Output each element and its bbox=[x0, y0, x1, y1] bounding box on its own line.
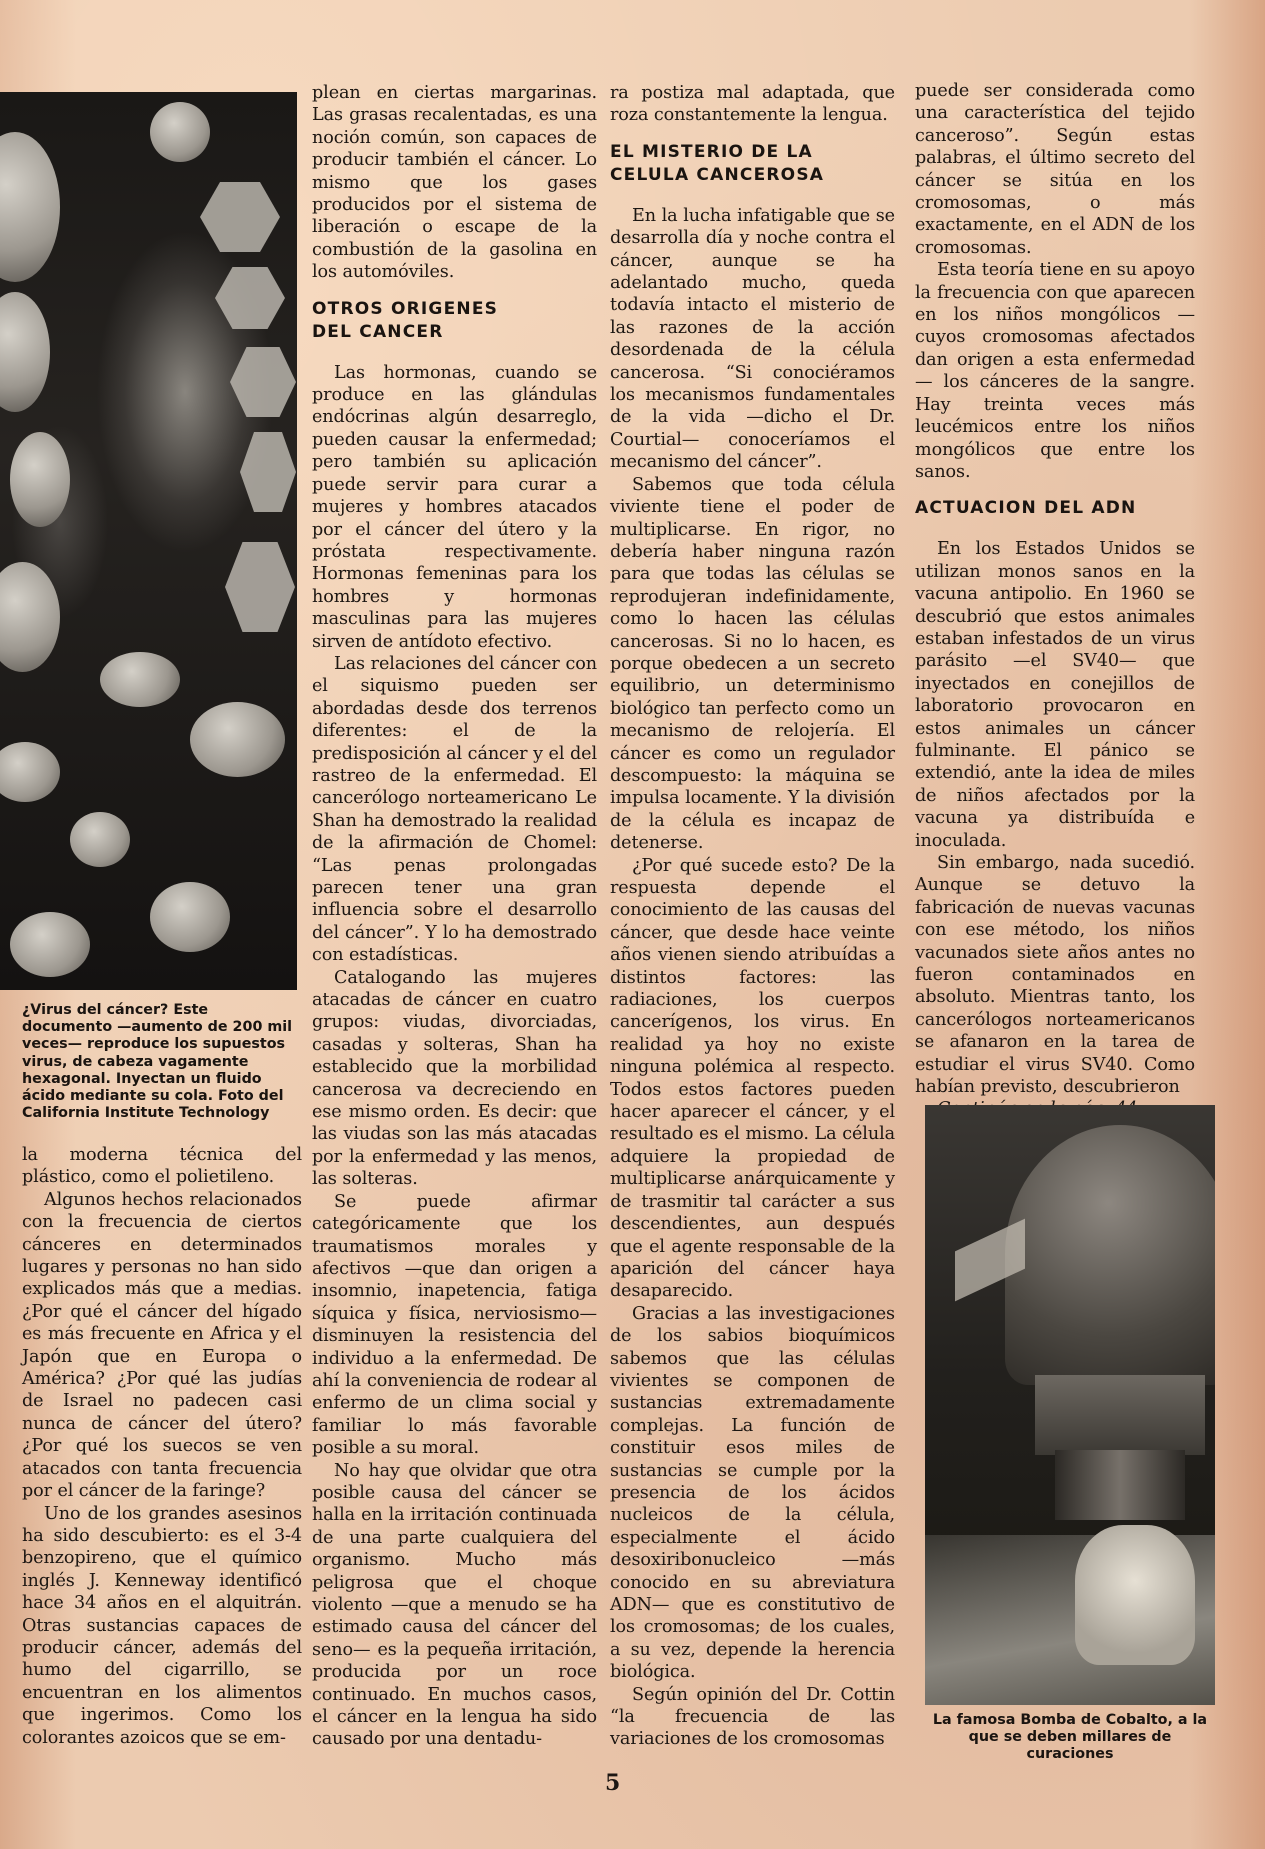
paragraph: puede ser considerada como una característica del tejido canceroso”. Según estas palabras, el último secreto del cáncer se sitúa en los cromosomas, o más exactamente, en el ADN de los cromosomas. bbox=[915, 81, 1195, 258]
page-number: 5 bbox=[605, 1770, 621, 1796]
section-heading: EL MISTERIO DE LA CELULA CANCEROSA bbox=[610, 141, 825, 185]
column-3 bbox=[610, 82, 895, 1751]
paragraph: Se puede afirmar categóricamente que los traumatismos morales y afectivos —que dan origen a insomnio, inapetencia, fatiga síquica y física, nerviosismo— disminuyen la resistencia del individuo a la enfermedad. De ahí la conveniencia de rodear al enfermo de un clima social y familiar lo más favorable posible a su moral. bbox=[312, 1191, 597, 1459]
paragraph: Gracias a las investigaciones de los sabios bioquímicos sabemos que las células vivientes se componen de sustancias extremadamente complejas. La función de constituir esos miles de sustancias se cumple por la presencia de los ácidos nucleicos de la célula, especialmente el ácido desoxiribonucleico —más conocido en su abreviatura ADN— que es constitutivo de los cromosomas; de los cuales, a su vez, depende la herencia biológica. bbox=[610, 1303, 895, 1683]
paragraph: Las hormonas, cuando se produce en las glándulas endócrinas algún desarreglo, pueden causar la enfermedad; pero también su aplicación puede servir para curar a mujeres y hombres atacados por el cáncer del útero y la próstata respectivamente. Hormonas femeninas para los hombres y hormonas masculinas para las mujeres sirven de antídoto efectivo. bbox=[312, 362, 597, 652]
section-heading: OTROS ORIGENES DEL CANCER bbox=[312, 298, 499, 342]
paragraph: En la lucha infatigable que se desarrolla día y noche contra el cáncer, aunque se ha adelantado mucho, queda todavía intacto el misterio de las razones de la acción desordenada de la célula cancerosa. “Si conociéramos los mecanismos fundamentales de la vida —dicho el Dr. Courtial— conoceríamos el mecanismo del cáncer”. bbox=[610, 205, 895, 473]
paragraph: Las relaciones del cáncer con el siquismo pueden ser abordadas desde dos terrenos diferentes: el de la predisposición al cáncer y el del rastreo de la enfermedad. El cancerólogo norteamericano Le Shan ha demostrado la realidad de la afirmación de Chomel: “Las penas prolongadas parecen tener una gran influencia sobre el desarrollo del cáncer”. Y lo ha demostrado con estadísticas. bbox=[312, 653, 597, 966]
virus-caption: ¿Virus del cáncer? Este documento —aumento de 200 mil veces— reproduce los supuestos virus, de cabeza vagamente hexagonal. Inyectan un fluido ácido mediante su cola. Foto del California Institute Technology bbox=[22, 1002, 293, 1122]
paragraph: No hay que olvidar que otra posible causa del cáncer se halla en la irritación continuada de una parte cualquiera del organismo. Mucho más peligrosa que el choque violento —que a menudo se ha estimado causa del cáncer del seno— es la pequeña irritación, producida por un roce continuado. En muchos casos, el cáncer en la lengua ha sido causado por una dentadu- bbox=[312, 1460, 597, 1750]
paragraph: Uno de los grandes asesinos ha sido descubierto: es el 3-4 benzopireno, que el químico inglés J. Kenneway identificó hace 34 años en el alquitrán. Otras sustancias capaces de producir cáncer, además del humo del cigarrillo, se encuentran en los alimentos que ingerimos. Como los colorantes azoicos que se em- bbox=[22, 1503, 302, 1748]
paragraph: En los Estados Unidos se utilizan monos sanos en la vacuna antipolio. En 1960 se descubrió que estos animales estaban infestados de un virus parásito —el SV40— que inyectados en conejillos de laboratorio provocaron en estos animales un cáncer fulminante. El pánico se extendió, ante la idea de miles de niños afectados por la vacuna ya distribuída e inoculada. bbox=[915, 539, 1195, 851]
paragraph: la moderna técnica del plástico, como el polietileno. bbox=[22, 1145, 302, 1188]
paragraph: ra postiza mal adaptada, que roza constantemente la lengua. bbox=[610, 83, 895, 126]
column-4 bbox=[915, 80, 1195, 1121]
column-1 bbox=[22, 1144, 302, 1749]
cobalt-bomb-caption: La famosa Bomba de Cobalto, a la que se deben millares de curaciones bbox=[932, 1712, 1208, 1763]
paragraph: Algunos hechos relacionados con la frecuencia de ciertos cánceres en determinados lugares y personas no han sido explicados más que a medias. ¿Por qué el cáncer del hígado es más frecuente en Africa y el Japón que en Europa o América? ¿Por qué las judías de Israel no padecen casi nunca de cáncer del útero? ¿Por qué los suecos se ven atacados con tanta frecuencia por el cáncer de la faringe? bbox=[22, 1189, 302, 1502]
paragraph: plean en ciertas margarinas. Las grasas recalentadas, es una noción común, son capaces de producir también el cáncer. Lo mismo que los gases producidos por el sistema de liberación o escape de la combustión de la gasolina en los automóviles. bbox=[312, 83, 597, 283]
paragraph: Sin embargo, nada sucedió. Aunque se detuvo la fabricación de nuevas vacunas con ese método, los niños vacunados siete años antes no fueron contaminados en absoluto. Mientras tanto, los cancerólogos norteamericanos se afanaron en la tarea de estudiar el virus SV40. Como habían previsto, descubrieron bbox=[915, 853, 1195, 1098]
paragraph: Esta teoría tiene en su apoyo la frecuencia con que aparecen en los niños mongólicos —cuyos cromosomas afectados dan origen a esta enfermedad— los cánceres de la sangre. Hay treinta veces más leucémicos entre los niños mongólicos que entre los sanos. bbox=[915, 260, 1195, 482]
paragraph: Sabemos que toda célula viviente tiene el poder de multiplicarse. En rigor, no debería haber ninguna razón para que todas las células se reprodujeran indefinidamente, como lo hacen las células cancerosas. Si no lo hacen, es porque obedecen a un secreto equilibrio, un determinismo biológico tan perfecto como un mecanismo de relojería. El cáncer es como un regulador descompuesto: la máquina se impulsa locamente. Y la división de la célula es incapaz de detenerse. bbox=[610, 474, 895, 854]
paragraph: ¿Por qué sucede esto? De la respuesta depende el conocimiento de las causas del cáncer, que desde hace veinte años vienen siendo atribuídas a distintos factores: las radiaciones, los cuerpos cancerígenos, los virus. En realidad ya hoy no existe ninguna polémica al respecto. Todos estos factores pueden hacer aparecer el cáncer, y el resultado es el mismo. La célula adquiere la propiedad de multiplicarse anárquicamente y de trasmitir tal carácter a sus descendientes, aun después que el agente responsable de la aparición del cáncer haya desaparecido. bbox=[610, 855, 895, 1302]
section-heading: ACTUACION DEL ADN bbox=[915, 498, 1137, 519]
column-2 bbox=[312, 82, 597, 1751]
paragraph: Catalogando las mujeres atacadas de cáncer en cuatro grupos: viudas, divorciadas, casadas y solteras, Shan ha establecido que la morbilidad cancerosa va decreciendo en ese mismo orden. Es decir: que las viudas son las más atacadas por la enfermedad y las menos, las solteras. bbox=[312, 967, 597, 1190]
cobalt-bomb-photo bbox=[925, 1105, 1215, 1705]
virus-photo bbox=[0, 92, 297, 990]
paragraph: Según opinión del Dr. Cottin “la frecuencia de las variaciones de los cromosomas bbox=[610, 1684, 895, 1750]
